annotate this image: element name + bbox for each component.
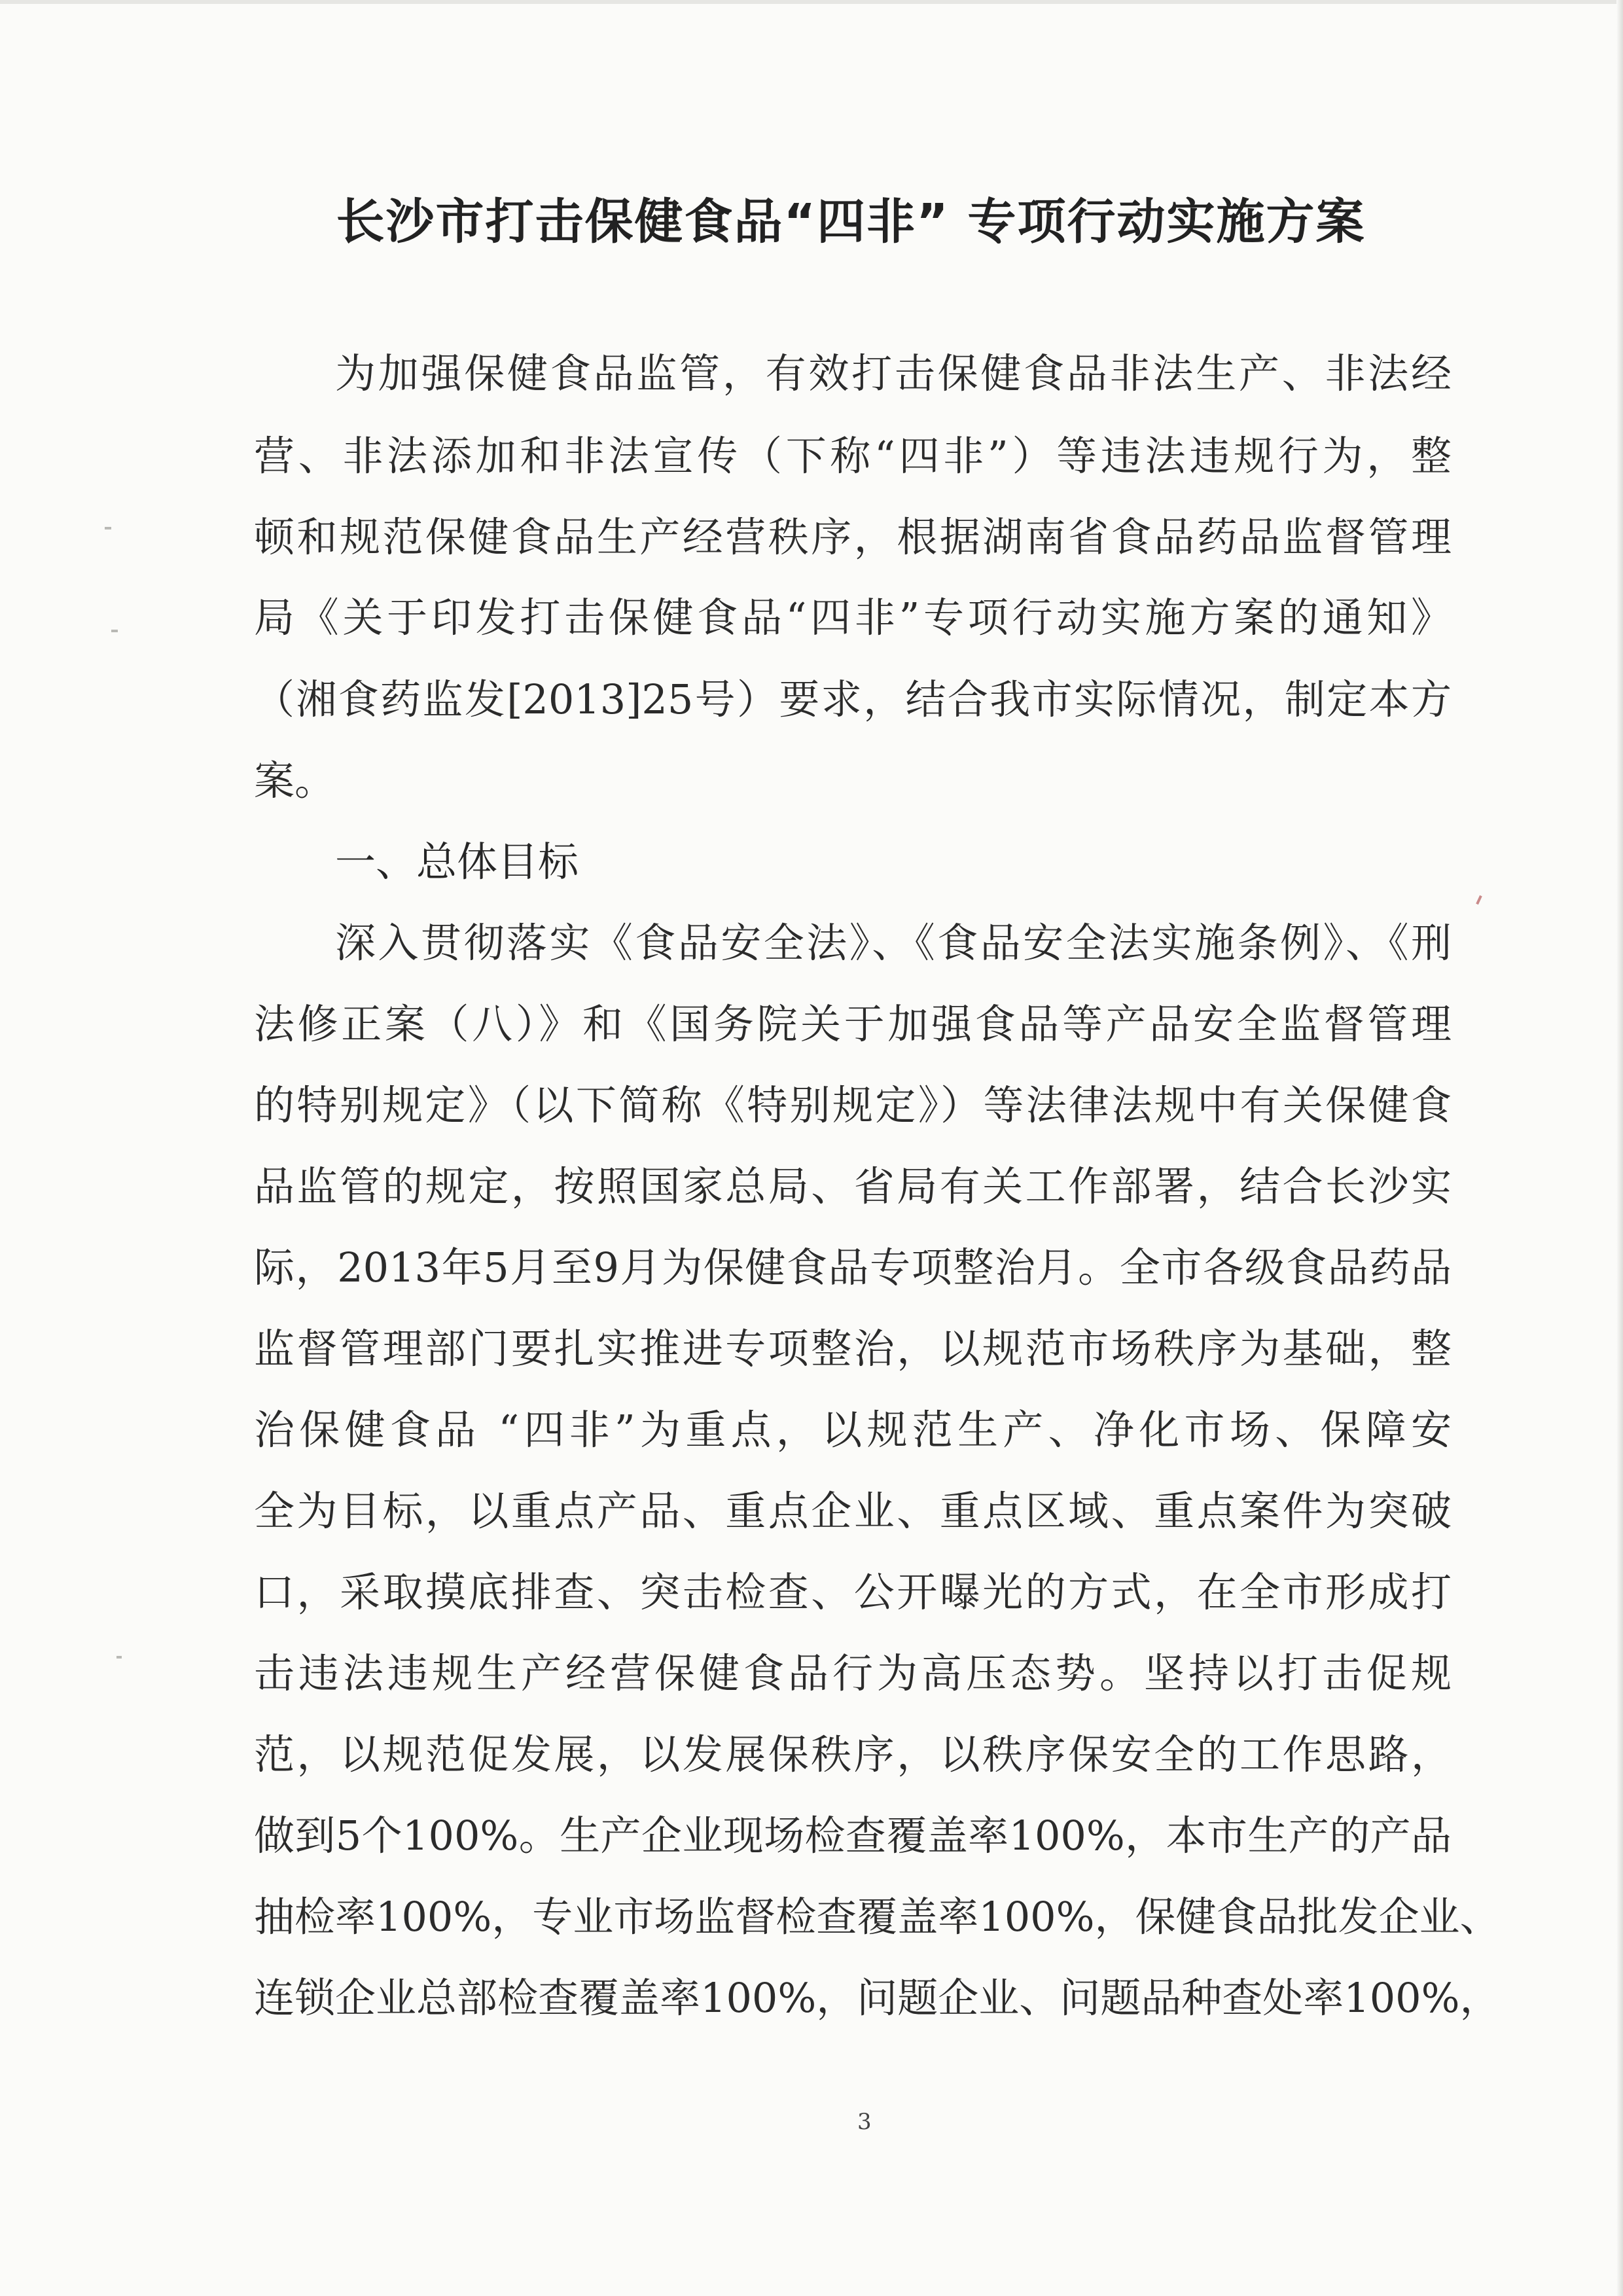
paragraph-line: （湘食药监发[2013]25号）要求，结合我市实际情况，制定本方 bbox=[254, 675, 1452, 723]
paragraph-line: 品监管的规定，按照国家总局、省局有关工作部署，结合长沙实 bbox=[254, 1162, 1452, 1210]
document-title: 长沙市打击保健食品“四非” 专项行动实施方案 bbox=[336, 194, 1366, 250]
paragraph-line: 的特别规定》（以下简称《特别规定》）等法律法规中有关保健食 bbox=[254, 1081, 1452, 1129]
paragraph-line: 抽检率100%，专业市场监督检查覆盖率100%，保健食品批发企业、 bbox=[254, 1893, 1501, 1941]
scan-edge bbox=[0, 0, 1623, 4]
paragraph-line: 全为目标，以重点产品、重点企业、重点区域、重点案件为突破 bbox=[254, 1487, 1452, 1535]
scan-speck bbox=[105, 527, 111, 529]
paragraph-line: 法修正案（八）》和《国务院关于加强食品等产品安全监督管理 bbox=[254, 1000, 1452, 1048]
paragraph-line: 为加强保健食品监管，有效打击保健食品非法生产、非法经 bbox=[335, 350, 1452, 397]
paragraph-line: 局《关于印发打击保健食品“四非”专项行动实施方案的通知》 bbox=[254, 594, 1452, 641]
paragraph-line: 际，2013年5月至9月为保健食品专项整治月。全市各级食品药品 bbox=[254, 1244, 1452, 1291]
section-heading: 一、总体目标 bbox=[335, 838, 579, 886]
paragraph-line: 顿和规范保健食品生产经营秩序，根据湖南省食品药品监督管理 bbox=[254, 513, 1452, 561]
paragraph-line: 营、非法添加和非法宣传（下称“四非”）等违法违规行为，整 bbox=[254, 432, 1452, 480]
paragraph-line: 监督管理部门要扎实推进专项整治，以规范市场秩序为基础，整 bbox=[254, 1325, 1452, 1372]
paragraph-line: 做到5个100%。生产企业现场检查覆盖率100%，本市生产的产品 bbox=[254, 1812, 1452, 1859]
page-number: 3 bbox=[857, 2109, 872, 2135]
paragraph-line: 案。 bbox=[254, 757, 336, 804]
scan-speck bbox=[1476, 895, 1482, 905]
paragraph-line: 口，采取摸底排查、突击检查、公开曝光的方式，在全市形成打 bbox=[254, 1568, 1452, 1616]
paragraph-line: 治保健食品 “四非”为重点，以规范生产、净化市场、保障安 bbox=[254, 1406, 1452, 1454]
paragraph-line: 范，以规范促发展，以发展保秩序，以秩序保安全的工作思路， bbox=[254, 1731, 1452, 1778]
paragraph-line: 深入贯彻落实《食品安全法》、《食品安全法实施条例》、《刑 bbox=[335, 919, 1452, 967]
scan-speck bbox=[111, 630, 118, 632]
paragraph-line: 击违法违规生产经营保健食品行为高压态势。坚持以打击促规 bbox=[254, 1649, 1452, 1697]
scan-edge bbox=[1616, 0, 1623, 2296]
scan-speck bbox=[116, 1656, 122, 1659]
paragraph-line: 连锁企业总部检查覆盖率100%，问题企业、问题品种查处率100%， bbox=[254, 1974, 1501, 2022]
